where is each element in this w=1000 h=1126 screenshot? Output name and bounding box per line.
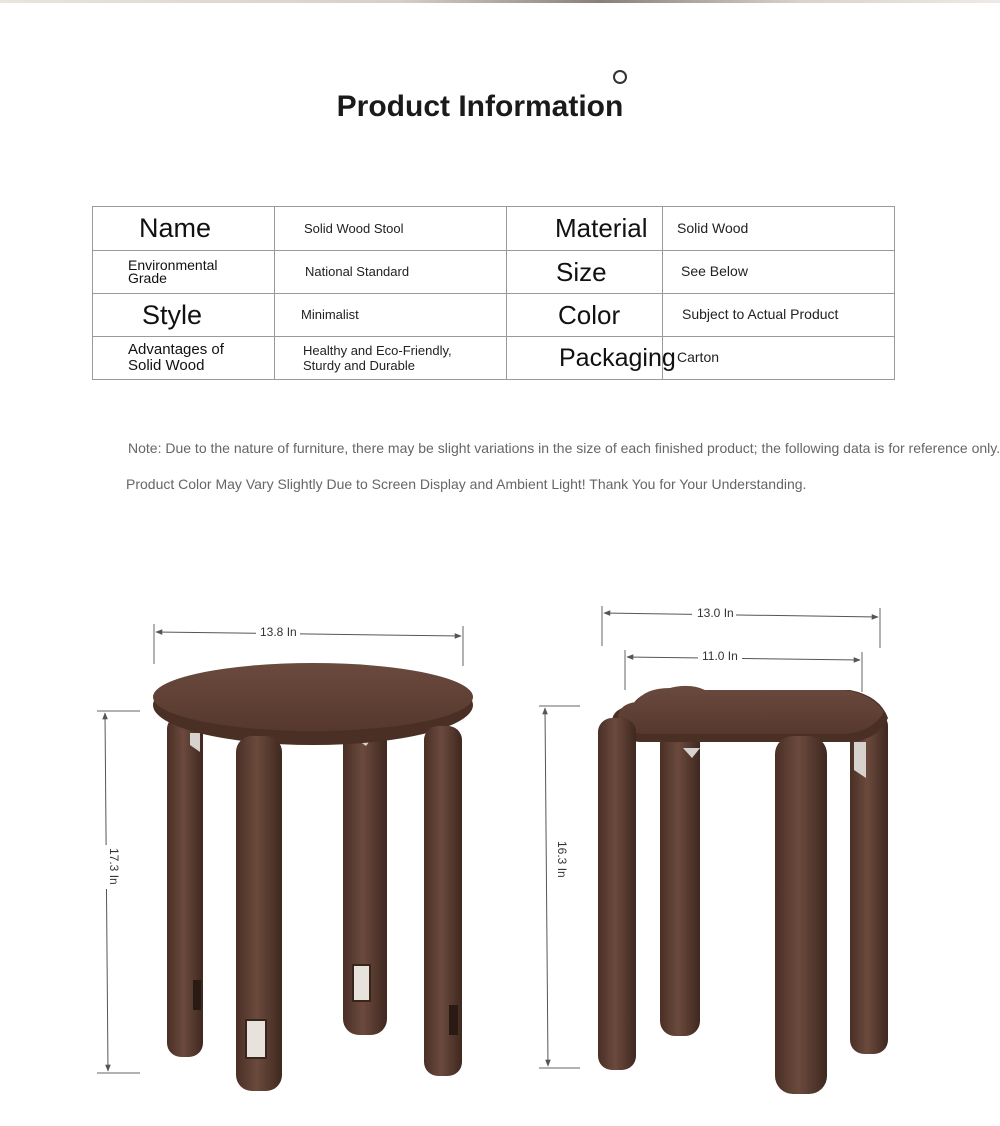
env-value: National Standard [305,264,410,279]
adv-value-line1: Healthy and Eco-Friendly, [303,343,452,358]
env-label-line1: Environmental [128,257,218,273]
left-width-label: 13.8 In [260,625,297,639]
adv-value-line2: Sturdy and Durable [303,358,416,373]
left-height-dimension [97,711,140,1073]
packaging-value: Carton [677,349,720,365]
color-value: Subject to Actual Product [682,306,839,322]
style-value: Minimalist [301,307,359,322]
packaging-label: Packaging [559,343,676,372]
name-value: Solid Wood Stool [304,220,404,236]
round-stool [153,663,473,1091]
size-value: See Below [681,263,748,279]
env-label-line2: Grade [128,270,167,286]
right-inner-width-dimension [625,649,862,692]
right-inner-width-label: 11.0 In [702,649,738,663]
color-label: Color [558,299,621,330]
left-width-dimension [154,624,463,666]
size-label: Size [556,256,607,287]
adv-label-line1: Advantages of [128,341,224,358]
right-outer-width-dimension [602,606,880,648]
right-outer-width-label: 13.0 In [697,606,734,620]
right-height-label: 16.3 In [555,841,569,878]
adv-label-line2: Solid Wood [128,357,205,374]
style-label: Style [142,299,203,330]
material-value: Solid Wood [677,219,749,236]
right-height-dimension [539,706,580,1068]
left-height-label: 17.3 In [107,848,121,885]
page-title: Product Information [336,90,624,123]
note-line-2: Product Color May Vary Slightly Due to Screen Display and Ambient Light! Thank You for Your Understanding. [126,476,807,492]
note-line-1: Note: Due to the nature of furniture, there may be slight variations in the size of each finished product; the following data is for reference only. [128,440,1000,456]
name-label: Name [139,213,212,243]
lobed-stool [598,686,888,1094]
material-label: Material [555,213,648,243]
